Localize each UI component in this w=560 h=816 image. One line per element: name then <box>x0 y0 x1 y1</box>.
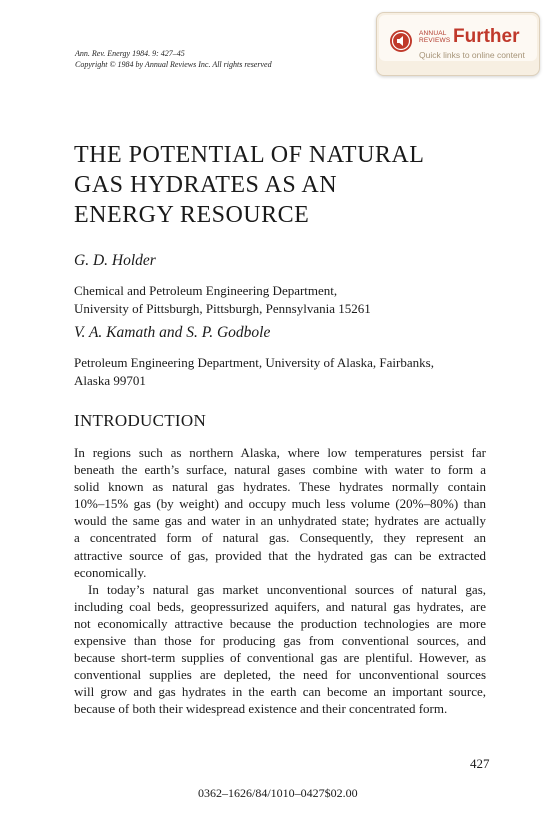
paragraph-line: a concentrated form of natural gas. Consequently, they represent an <box>74 530 486 546</box>
further-tagline[interactable]: Quick links to online content <box>419 50 525 60</box>
paragraph-line: In today’s natural gas market unconventional sources of natural gas, <box>88 581 486 597</box>
paragraph-line: will grow and gas hydrates in the earth can become an important source, <box>74 684 486 700</box>
citation-line-copyright: Copyright © 1984 by Annual Reviews Inc. All rights reserved <box>75 60 272 69</box>
citation-line-journal: Ann. Rev. Energy 1984. 9: 427–45 <box>75 49 185 58</box>
page-number: 427 <box>470 756 490 771</box>
author-name: G. D. Holder <box>74 252 156 269</box>
paragraph-line: beneath the earth’s surface, natural gases combine with water to form a <box>74 462 486 478</box>
journal-citation <box>75 48 272 70</box>
title-line: ENERGY RESOURCE <box>74 202 310 228</box>
annual-reviews-further-badge[interactable] <box>376 12 540 76</box>
paragraph-line: attractive source of gas, provided that the hydrated gas can be extracted <box>74 547 486 563</box>
title-line: THE POTENTIAL OF NATURAL <box>74 142 425 168</box>
paragraph-line: solid known as natural gas hydrates. These hydrates normally contain <box>74 479 486 495</box>
paragraph-line: including coal beds, geopressurized aquifers, and natural gas hydrates, are <box>74 598 486 614</box>
body-text <box>74 444 486 718</box>
author-affiliation: Petroleum Engineering Department, University of Alaska, Fairbanks, Alaska 99701 <box>74 355 434 388</box>
doi-code: 0362–1626/84/1010–0427$02.00 <box>198 786 358 800</box>
title-line: GAS HYDRATES AS AN <box>74 172 338 198</box>
author-name: V. A. Kamath and S. P. Godbole <box>74 324 271 341</box>
paragraph-line: expensive than those for producing gas from conventional sources, and <box>74 633 486 649</box>
paragraph-line: In regions such as northern Alaska, where low temperatures persist far <box>74 445 486 460</box>
article-title <box>74 140 474 230</box>
author-affiliation: Chemical and Petroleum Engineering Department, University of Pittsburgh, Pittsburgh, Pennsylvania 15261 <box>74 283 371 316</box>
section-heading: INTRODUCTION <box>74 411 207 430</box>
further-wordmark: Further <box>453 26 520 47</box>
paragraph-line: because of both their widespread existence and their concentrated form. <box>74 701 448 717</box>
paragraph-line: not economically attractive because the production technologies are more <box>74 615 486 631</box>
sound-speaker-icon <box>389 29 413 53</box>
paragraph-line: would the same gas and water in an unhydrated state; hydrates are actually <box>74 513 486 529</box>
annual-reviews-wordmark: ANNUAL REVIEWS <box>419 30 451 44</box>
paragraph-line: conventional supplies are depleted, the need for unconventional sources <box>74 667 486 683</box>
paragraph-line: economically. <box>74 564 147 580</box>
paragraph <box>74 444 486 581</box>
paragraph <box>74 581 486 718</box>
paragraph-line: because short-term supplies of conventional gas are plentiful. However, as <box>74 650 486 666</box>
paragraph-line: 10%–15% gas (by weight) and occupy much less volume (20%–80%) than <box>74 496 486 512</box>
